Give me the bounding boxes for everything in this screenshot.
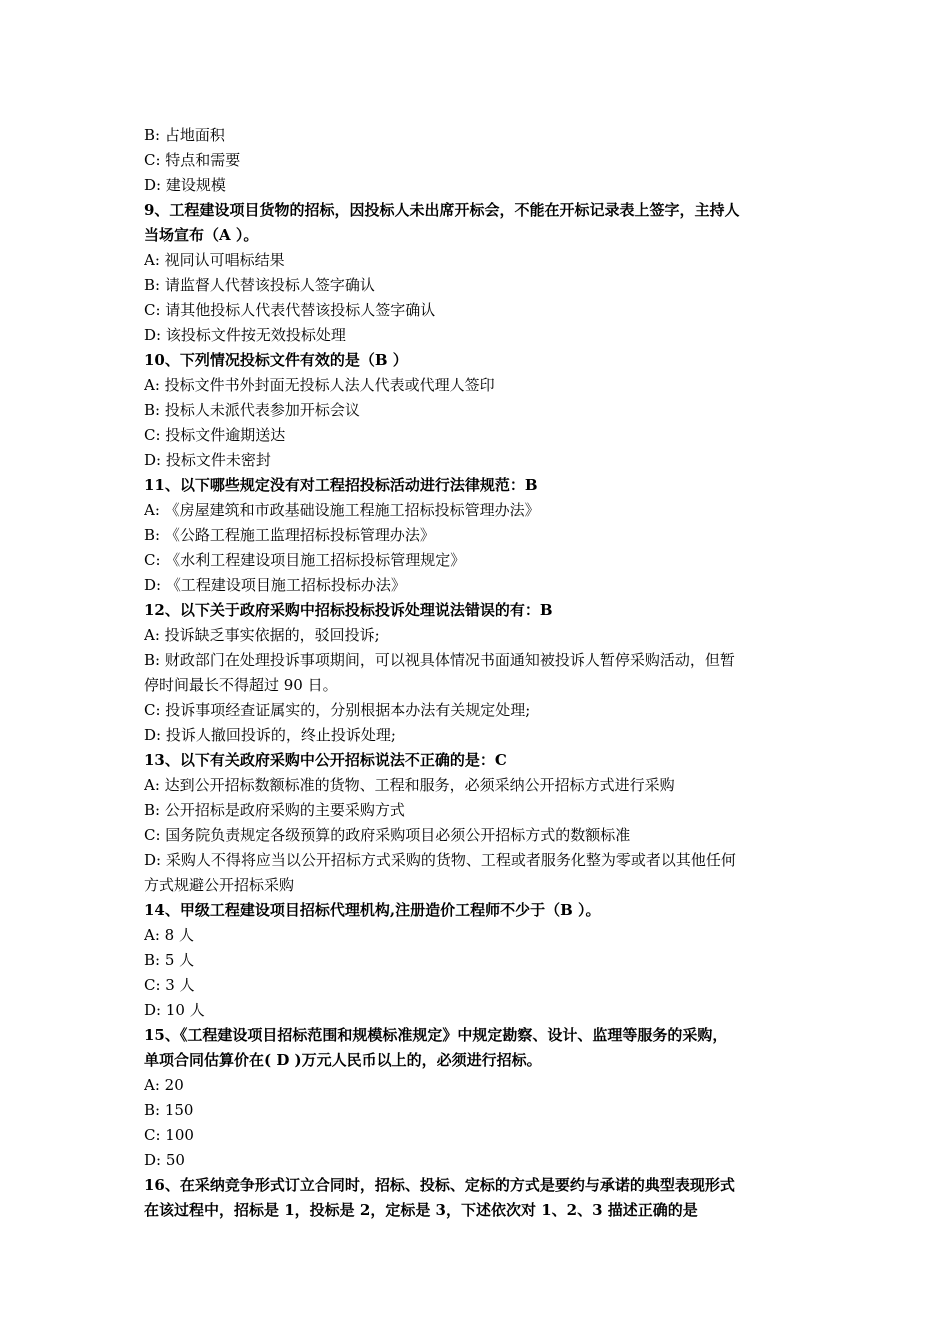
answer-option: A: 视同认可唱标结果 xyxy=(144,251,285,269)
answer-option: A: 投标文件书外封面无投标人法人代表或代理人签印 xyxy=(144,376,495,394)
answer-option: C: 特点和需要 xyxy=(144,151,241,169)
answer-option: C: 3 人 xyxy=(144,976,195,994)
answer-option: C: 国务院负责规定各级预算的政府采购项目必须公开招标方式的数额标准 xyxy=(144,826,631,844)
question-text: 在该过程中，招标是 1，投标是 2，定标是 3，下述依次对 1、2、3 描述正确的是 xyxy=(144,1201,698,1219)
answer-option: C: 《水利工程建设项目施工招标投标管理规定》 xyxy=(144,551,466,569)
answer-option: D: 该投标文件按无效投标处理 xyxy=(144,326,346,344)
question-text: 13、以下有关政府采购中公开招标说法不正确的是：C xyxy=(144,751,507,769)
question-text: 单项合同估算价在( D )万元人民币以上的，必须进行招标。 xyxy=(144,1051,542,1069)
answer-option: D: 50 xyxy=(144,1151,185,1169)
answer-option: C: 请其他投标人代表代替该投标人签字确认 xyxy=(144,301,436,319)
answer-option: A: 20 xyxy=(144,1076,184,1094)
answer-option: C: 投诉事项经查证属实的，分别根据本办法有关规定处理; xyxy=(144,701,531,719)
answer-option: C: 投标文件逾期送达 xyxy=(144,426,286,444)
answer-option: B: 投标人未派代表参加开标会议 xyxy=(144,401,360,419)
answer-option: D: 投诉人撤回投诉的，终止投诉处理; xyxy=(144,726,396,744)
question-text: 10、下列情况投标文件有效的是（B ） xyxy=(144,351,408,369)
question-text: 当场宣布（A ）。 xyxy=(144,226,259,244)
answer-option: B: 请监督人代替该投标人签字确认 xyxy=(144,276,375,294)
question-text: 16、在采纳竞争形式订立合同时，招标、投标、定标的方式是要约与承诺的典型表现形式 xyxy=(144,1176,735,1194)
answer-option: A: 投诉缺乏事实依据的，驳回投诉; xyxy=(144,626,380,644)
document-body xyxy=(144,123,812,1223)
answer-option: A: 达到公开招标数额标准的货物、工程和服务，必须采纳公开招标方式进行采购 xyxy=(144,776,675,794)
answer-option: B: 《公路工程施工监理招标投标管理办法》 xyxy=(144,526,435,544)
answer-option: B: 占地面积 xyxy=(144,126,225,144)
answer-option: D: 建设规模 xyxy=(144,176,226,194)
answer-option: A: 《房屋建筑和市政基础设施工程施工招标投标管理办法》 xyxy=(144,501,540,519)
question-text: 11、以下哪些规定没有对工程招投标活动进行法律规范：B xyxy=(144,476,538,494)
answer-option: B: 公开招标是政府采购的主要采购方式 xyxy=(144,801,405,819)
question-text: 12、以下关于政府采购中招标投标投诉处理说法错误的有：B xyxy=(144,601,553,619)
answer-option: 方式规避公开招标采购 xyxy=(144,876,295,894)
answer-option: D: 采购人不得将应当以公开招标方式采购的货物、工程或者服务化整为零或者以其他任何 xyxy=(144,851,736,869)
question-text: 9、工程建设项目货物的招标，因投标人未出席开标会，不能在开标记录表上签字，主持人 xyxy=(144,201,740,219)
answer-option: C: 100 xyxy=(144,1126,194,1144)
answer-option: D: 10 人 xyxy=(144,1001,205,1019)
question-text: 14、甲级工程建设项目招标代理机构,注册造价工程师不少于（B ）。 xyxy=(144,901,601,919)
answer-option: B: 150 xyxy=(144,1101,194,1119)
answer-option: B: 财政部门在处理投诉事项期间，可以视具体情况书面通知被投诉人暂停采购活动，但暂 xyxy=(144,651,735,669)
answer-option: 停时间最长不得超过 90 日。 xyxy=(144,676,338,694)
answer-option: A: 8 人 xyxy=(144,926,194,944)
question-text: 15、《工程建设项目招标范围和规模标准规定》中规定勘察、设计、监理等服务的采购， xyxy=(144,1026,728,1044)
answer-option: D: 投标文件未密封 xyxy=(144,451,271,469)
answer-option: B: 5 人 xyxy=(144,951,195,969)
answer-option: D: 《工程建设项目施工招标投标办法》 xyxy=(144,576,406,594)
